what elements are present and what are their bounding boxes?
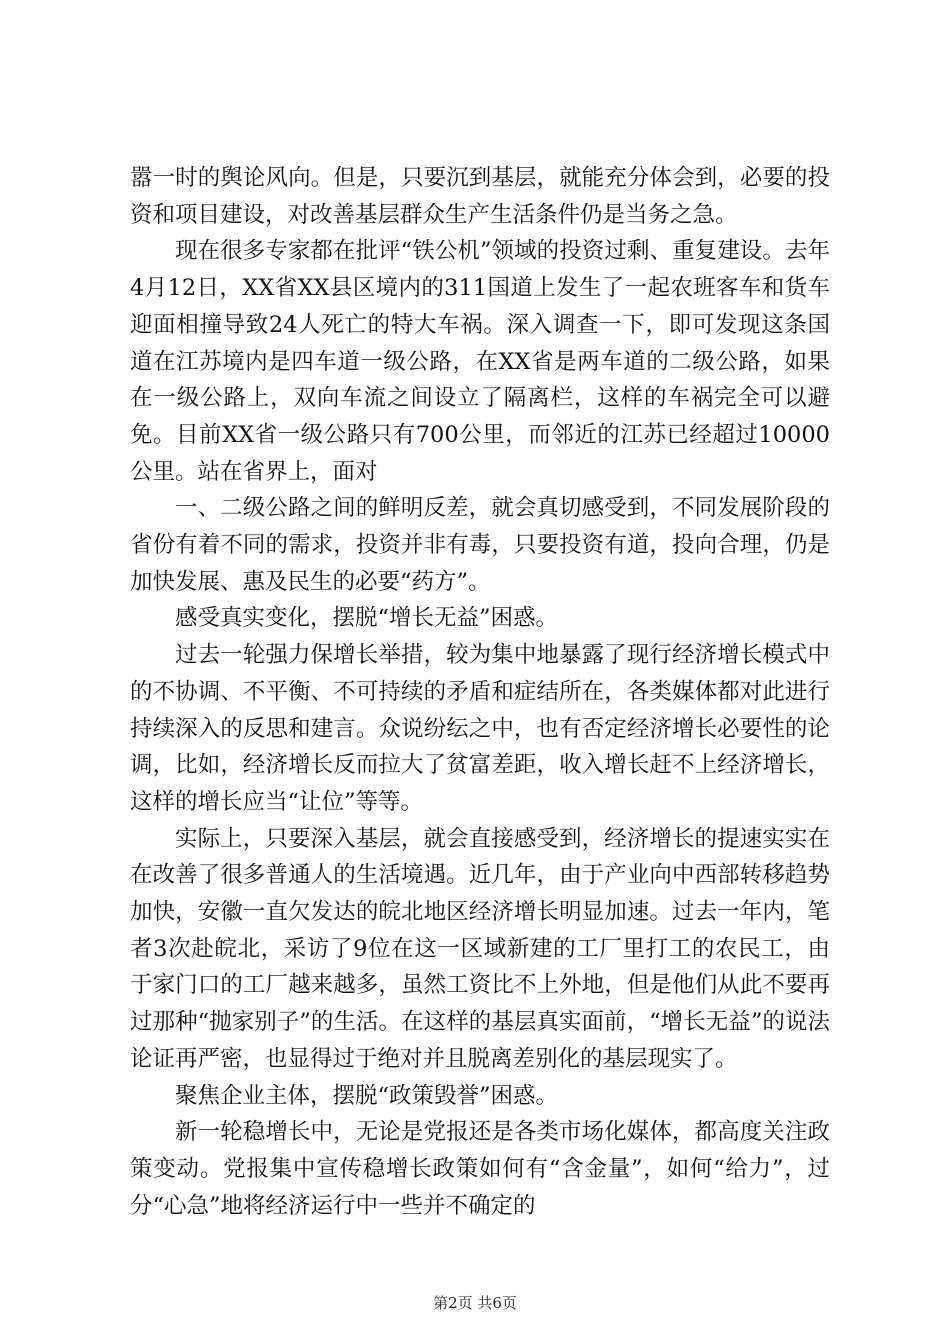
paragraph-3: 一、二级公路之间的鲜明反差，就会真切感受到，不同发展阶段的省份有着不同的需求，投资并非有毒，只要投资有道，投向合理，仍是加快发展、惠及民生的必要“药方”。	[130, 495, 830, 595]
paragraph-4: 过去一轮强力保增长举措，较为集中地暴露了现行经济增长模式中的不协调、不平衡、不可持续的矛盾和症结所在，各类媒体都对此进行持续深入的反思和建言。众说纷纭之中，也有否定经济增长必要性的论调，比如，经济增长反而拉大了贫富差距，收入增长赶不上经济增长，这样的增长应当“让位”等等。	[130, 642, 830, 815]
document-body	[130, 160, 830, 1224]
paragraph-1: 嚣一时的舆论风向。但是，只要沉到基层，就能充分体会到，必要的投资和项目建设，对改善基层群众生产生活条件仍是当务之急。	[130, 165, 830, 228]
paragraph-6: 新一轮稳增长中，无论是党报还是各类市场化媒体，都高度关注政策变动。党报集中宣传稳增长政策如何有“含金量”，如何“给力”，过分“心急”地将经济运行中一些并不确定的	[130, 1119, 830, 1219]
section-heading-policy: 聚焦企业主体，摆脱“政策毁誉”困惑。	[175, 1082, 559, 1109]
paragraph-2: 现在很多专家都在批评“铁公机”领域的投资过剩、重复建设。去年4月12日，XX省XX县区境内的311国道上发生了一起农班客车和货车迎面相撞导致24人死亡的特大车祸。深入调查一下，即可发现这条国道在江苏境内是四车道一级公路，在XX省是两车道的二级公路，如果在一级公路上，双向车流之间设立了隔离栏，这样的车祸完全可以避免。目前XX省一级公路只有700公里，而邻近的江苏已经超过10000公里。站在省界上，面对	[130, 238, 830, 485]
paragraph-5: 实际上，只要深入基层，就会直接感受到，经济增长的提速实实在在改善了很多普通人的生活境遇。近几年，由于产业向中西部转移趋势加快，安徽一直欠发达的皖北地区经济增长明显加速。过去一年内，笔者3次赴皖北，采访了9位在这一区域新建的工厂里打工的农民工，由于家门口的工厂越来越多，虽然工资比不上外地，但是他们从此不要再过那种“抛家别子”的生活。在这样的基层真实面前，“增长无益”的说法论证再严密，也显得过于绝对并且脱离差别化的基层现实了。	[130, 825, 830, 1072]
section-heading-growth: 感受真实变化，摆脱“增长无益”困惑。	[175, 605, 559, 632]
page-number-footer: 第2页 共6页	[433, 1294, 517, 1312]
